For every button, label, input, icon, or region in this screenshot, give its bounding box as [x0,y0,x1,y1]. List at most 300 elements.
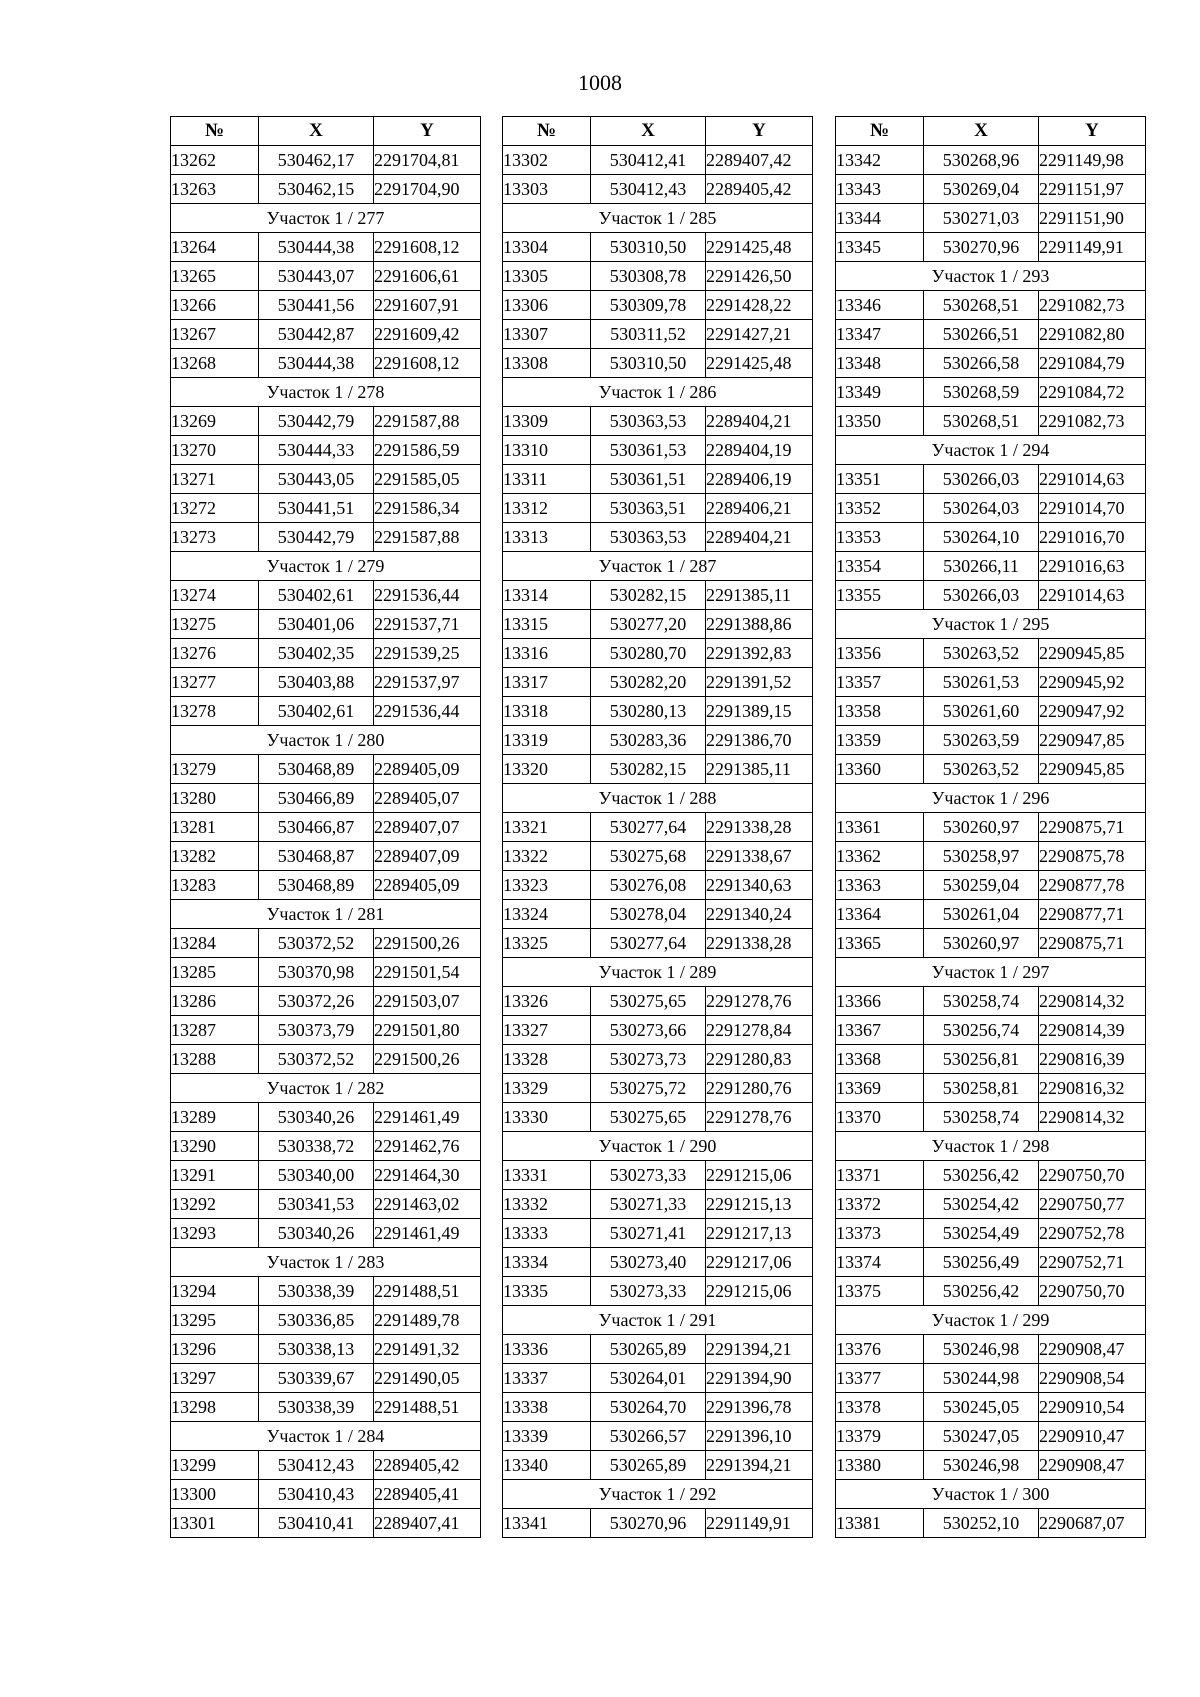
section-row [836,1132,1146,1161]
table-row [503,1190,813,1219]
table-row [836,233,1146,262]
y-coordinate-cell: 2291215,06 [706,1161,813,1190]
x-coordinate-cell: 530275,65 [591,987,706,1016]
y-coordinate-cell: 2291149,98 [1039,146,1146,175]
x-coordinate-cell: 530273,40 [591,1248,706,1277]
point-number-cell: 13265 [171,262,259,291]
point-number-cell: 13309 [503,407,591,436]
point-number-cell: 13315 [503,610,591,639]
section-title: Участок 1 / 287 [503,552,813,581]
point-number-cell: 13351 [836,465,924,494]
table-row [503,1451,813,1480]
y-coordinate-cell: 2291396,10 [706,1422,813,1451]
y-coordinate-cell: 2291391,52 [706,668,813,697]
table-row [503,1364,813,1393]
x-coordinate-cell: 530271,33 [591,1190,706,1219]
table-row [836,1451,1146,1480]
x-coordinate-cell: 530264,03 [924,494,1039,523]
table-row [836,581,1146,610]
table-row [503,1103,813,1132]
point-number-cell: 13323 [503,871,591,900]
table-row [836,349,1146,378]
point-number-cell: 13285 [171,958,259,987]
y-coordinate-cell: 2289405,07 [374,784,481,813]
table-row [503,349,813,378]
point-number-cell: 13357 [836,668,924,697]
table-row [836,291,1146,320]
header-x: X [924,117,1039,146]
table-row [503,639,813,668]
y-coordinate-cell: 2291215,13 [706,1190,813,1219]
x-coordinate-cell: 530402,61 [259,697,374,726]
table-row [503,291,813,320]
x-coordinate-cell: 530410,43 [259,1480,374,1509]
y-coordinate-cell: 2289406,19 [706,465,813,494]
x-coordinate-cell: 530412,43 [259,1451,374,1480]
point-number-cell: 13290 [171,1132,259,1161]
x-coordinate-cell: 530372,52 [259,929,374,958]
x-coordinate-cell: 530282,15 [591,755,706,784]
x-coordinate-cell: 530361,51 [591,465,706,494]
y-coordinate-cell: 2289404,19 [706,436,813,465]
y-coordinate-cell: 2291389,15 [706,697,813,726]
y-coordinate-cell: 2291082,80 [1039,320,1146,349]
x-coordinate-cell: 530282,15 [591,581,706,610]
section-title: Участок 1 / 279 [171,552,481,581]
x-coordinate-cell: 530361,53 [591,436,706,465]
section-title: Участок 1 / 281 [171,900,481,929]
table-row [836,1364,1146,1393]
y-coordinate-cell: 2290750,70 [1039,1277,1146,1306]
table-row [503,1393,813,1422]
y-coordinate-cell: 2291607,91 [374,291,481,320]
table-row [171,784,481,813]
table-row [836,320,1146,349]
y-coordinate-cell: 2290752,71 [1039,1248,1146,1277]
table-row [836,175,1146,204]
section-row [171,378,481,407]
y-coordinate-cell: 2291537,71 [374,610,481,639]
x-coordinate-cell: 530266,51 [924,320,1039,349]
x-coordinate-cell: 530261,53 [924,668,1039,697]
table-row [836,697,1146,726]
point-number-cell: 13368 [836,1045,924,1074]
point-number-cell: 13277 [171,668,259,697]
x-coordinate-cell: 530402,35 [259,639,374,668]
point-number-cell: 13280 [171,784,259,813]
table-row [171,958,481,987]
point-number-cell: 13341 [503,1509,591,1538]
y-coordinate-cell: 2291016,70 [1039,523,1146,552]
section-row [836,610,1146,639]
x-coordinate-cell: 530264,01 [591,1364,706,1393]
y-coordinate-cell: 2290875,78 [1039,842,1146,871]
table-header-row [836,117,1146,146]
table-row [171,262,481,291]
x-coordinate-cell: 530258,81 [924,1074,1039,1103]
table-row [503,813,813,842]
section-row [171,900,481,929]
point-number-cell: 13358 [836,697,924,726]
table-row [171,1480,481,1509]
section-title: Участок 1 / 299 [836,1306,1146,1335]
table-row [503,900,813,929]
y-coordinate-cell: 2290945,85 [1039,639,1146,668]
x-coordinate-cell: 530256,74 [924,1016,1039,1045]
y-coordinate-cell: 2290910,54 [1039,1393,1146,1422]
x-coordinate-cell: 530263,52 [924,639,1039,668]
x-coordinate-cell: 530246,98 [924,1451,1039,1480]
y-coordinate-cell: 2291385,11 [706,581,813,610]
point-number-cell: 13312 [503,494,591,523]
x-coordinate-cell: 530261,60 [924,697,1039,726]
table-row [503,668,813,697]
point-number-cell: 13297 [171,1364,259,1393]
y-coordinate-cell: 2291278,84 [706,1016,813,1045]
y-coordinate-cell: 2291490,05 [374,1364,481,1393]
table-row [503,726,813,755]
header-number: № [836,117,924,146]
point-number-cell: 13340 [503,1451,591,1480]
x-coordinate-cell: 530338,39 [259,1277,374,1306]
table-row [503,262,813,291]
point-number-cell: 13292 [171,1190,259,1219]
point-number-cell: 13296 [171,1335,259,1364]
y-coordinate-cell: 2291501,80 [374,1016,481,1045]
table-row [171,1277,481,1306]
x-coordinate-cell: 530246,98 [924,1335,1039,1364]
point-number-cell: 13325 [503,929,591,958]
table-row [503,1219,813,1248]
point-number-cell: 13330 [503,1103,591,1132]
y-coordinate-cell: 2291338,28 [706,813,813,842]
point-number-cell: 13295 [171,1306,259,1335]
x-coordinate-cell: 530264,10 [924,523,1039,552]
x-coordinate-cell: 530412,41 [591,146,706,175]
y-coordinate-cell: 2290877,71 [1039,900,1146,929]
table-row [503,1016,813,1045]
x-coordinate-cell: 530372,26 [259,987,374,1016]
x-coordinate-cell: 530441,51 [259,494,374,523]
table-row [836,1335,1146,1364]
section-row [171,552,481,581]
point-number-cell: 13279 [171,755,259,784]
y-coordinate-cell: 2289406,21 [706,494,813,523]
point-number-cell: 13308 [503,349,591,378]
section-title: Участок 1 / 298 [836,1132,1146,1161]
y-coordinate-cell: 2291488,51 [374,1277,481,1306]
y-coordinate-cell: 2291488,51 [374,1393,481,1422]
x-coordinate-cell: 530309,78 [591,291,706,320]
table-row [836,726,1146,755]
x-coordinate-cell: 530263,52 [924,755,1039,784]
y-coordinate-cell: 2291280,83 [706,1045,813,1074]
point-number-cell: 13361 [836,813,924,842]
table-row [171,349,481,378]
y-coordinate-cell: 2291014,63 [1039,465,1146,494]
y-coordinate-cell: 2291217,13 [706,1219,813,1248]
table-row [503,465,813,494]
y-coordinate-cell: 2291608,12 [374,233,481,262]
x-coordinate-cell: 530258,74 [924,1103,1039,1132]
point-number-cell: 13287 [171,1016,259,1045]
y-coordinate-cell: 2290816,32 [1039,1074,1146,1103]
section-row [836,784,1146,813]
table-row [836,1103,1146,1132]
y-coordinate-cell: 2289405,42 [374,1451,481,1480]
point-number-cell: 13318 [503,697,591,726]
point-number-cell: 13310 [503,436,591,465]
y-coordinate-cell: 2291014,70 [1039,494,1146,523]
point-number-cell: 13352 [836,494,924,523]
table-row [836,407,1146,436]
point-number-cell: 13327 [503,1016,591,1045]
point-number-cell: 13329 [503,1074,591,1103]
point-number-cell: 13332 [503,1190,591,1219]
y-coordinate-cell: 2291392,83 [706,639,813,668]
section-row [171,1422,481,1451]
point-number-cell: 13274 [171,581,259,610]
y-coordinate-cell: 2291016,63 [1039,552,1146,581]
point-number-cell: 13337 [503,1364,591,1393]
point-number-cell: 13311 [503,465,591,494]
point-number-cell: 13326 [503,987,591,1016]
x-coordinate-cell: 530261,04 [924,900,1039,929]
x-coordinate-cell: 530340,26 [259,1103,374,1132]
y-coordinate-cell: 2291536,44 [374,581,481,610]
point-number-cell: 13374 [836,1248,924,1277]
point-number-cell: 13328 [503,1045,591,1074]
x-coordinate-cell: 530277,64 [591,929,706,958]
table-row [503,871,813,900]
section-row [171,726,481,755]
point-number-cell: 13336 [503,1335,591,1364]
x-coordinate-cell: 530276,08 [591,871,706,900]
table-row [503,146,813,175]
table-row [836,842,1146,871]
coordinates-table-3 [835,116,1146,1538]
point-number-cell: 13300 [171,1480,259,1509]
table-row [836,929,1146,958]
x-coordinate-cell: 530283,36 [591,726,706,755]
point-number-cell: 13379 [836,1422,924,1451]
y-coordinate-cell: 2291461,49 [374,1103,481,1132]
x-coordinate-cell: 530264,70 [591,1393,706,1422]
point-number-cell: 13321 [503,813,591,842]
table-row [171,1161,481,1190]
section-title: Участок 1 / 285 [503,204,813,233]
table-row [503,1248,813,1277]
y-coordinate-cell: 2290816,39 [1039,1045,1146,1074]
point-number-cell: 13362 [836,842,924,871]
point-number-cell: 13294 [171,1277,259,1306]
y-coordinate-cell: 2291338,67 [706,842,813,871]
y-coordinate-cell: 2289405,41 [374,1480,481,1509]
y-coordinate-cell: 2290814,32 [1039,987,1146,1016]
x-coordinate-cell: 530271,03 [924,204,1039,233]
table-row [171,523,481,552]
section-title: Участок 1 / 296 [836,784,1146,813]
x-coordinate-cell: 530266,03 [924,581,1039,610]
x-coordinate-cell: 530308,78 [591,262,706,291]
point-number-cell: 13291 [171,1161,259,1190]
y-coordinate-cell: 2291338,28 [706,929,813,958]
point-number-cell: 13338 [503,1393,591,1422]
point-number-cell: 13271 [171,465,259,494]
section-title: Участок 1 / 286 [503,378,813,407]
x-coordinate-cell: 530244,98 [924,1364,1039,1393]
header-x: X [259,117,374,146]
point-number-cell: 13268 [171,349,259,378]
x-coordinate-cell: 530340,00 [259,1161,374,1190]
x-coordinate-cell: 530268,59 [924,378,1039,407]
table-row [503,175,813,204]
y-coordinate-cell: 2291606,61 [374,262,481,291]
table-row [503,581,813,610]
x-coordinate-cell: 530310,50 [591,233,706,262]
y-coordinate-cell: 2291462,76 [374,1132,481,1161]
table-row [171,407,481,436]
table-row [171,1306,481,1335]
y-coordinate-cell: 2290875,71 [1039,813,1146,842]
table-row [503,697,813,726]
x-coordinate-cell: 530256,42 [924,1277,1039,1306]
point-number-cell: 13313 [503,523,591,552]
y-coordinate-cell: 2290814,32 [1039,1103,1146,1132]
section-row [836,436,1146,465]
table-row [171,494,481,523]
table-row [171,1132,481,1161]
y-coordinate-cell: 2291704,81 [374,146,481,175]
table-row [171,1335,481,1364]
point-number-cell: 13267 [171,320,259,349]
y-coordinate-cell: 2290687,07 [1039,1509,1146,1538]
table-row [171,581,481,610]
y-coordinate-cell: 2291385,11 [706,755,813,784]
table-row [836,900,1146,929]
point-number-cell: 13353 [836,523,924,552]
x-coordinate-cell: 530466,89 [259,784,374,813]
point-number-cell: 13333 [503,1219,591,1248]
section-title: Участок 1 / 282 [171,1074,481,1103]
section-title: Участок 1 / 277 [171,204,481,233]
section-title: Участок 1 / 283 [171,1248,481,1277]
table-row [171,610,481,639]
x-coordinate-cell: 530273,73 [591,1045,706,1074]
table-row [503,436,813,465]
point-number-cell: 13377 [836,1364,924,1393]
x-coordinate-cell: 530277,64 [591,813,706,842]
table-row [836,378,1146,407]
point-number-cell: 13314 [503,581,591,610]
point-number-cell: 13367 [836,1016,924,1045]
y-coordinate-cell: 2291537,97 [374,668,481,697]
point-number-cell: 13344 [836,204,924,233]
point-number-cell: 13355 [836,581,924,610]
x-coordinate-cell: 530363,51 [591,494,706,523]
point-number-cell: 13269 [171,407,259,436]
x-coordinate-cell: 530372,52 [259,1045,374,1074]
x-coordinate-cell: 530412,43 [591,175,706,204]
section-row [503,378,813,407]
point-number-cell: 13378 [836,1393,924,1422]
point-number-cell: 13334 [503,1248,591,1277]
x-coordinate-cell: 530443,07 [259,262,374,291]
section-title: Участок 1 / 290 [503,1132,813,1161]
y-coordinate-cell: 2291463,02 [374,1190,481,1219]
point-number-cell: 13346 [836,291,924,320]
x-coordinate-cell: 530373,79 [259,1016,374,1045]
y-coordinate-cell: 2291215,06 [706,1277,813,1306]
point-number-cell: 13272 [171,494,259,523]
y-coordinate-cell: 2291704,90 [374,175,481,204]
point-number-cell: 13266 [171,291,259,320]
point-number-cell: 13365 [836,929,924,958]
section-title: Участок 1 / 300 [836,1480,1146,1509]
point-number-cell: 13364 [836,900,924,929]
y-coordinate-cell: 2291539,25 [374,639,481,668]
x-coordinate-cell: 530370,98 [259,958,374,987]
table-row [503,523,813,552]
x-coordinate-cell: 530265,89 [591,1335,706,1364]
y-coordinate-cell: 2291608,12 [374,349,481,378]
x-coordinate-cell: 530256,49 [924,1248,1039,1277]
y-coordinate-cell: 2291587,88 [374,407,481,436]
section-row [171,1248,481,1277]
x-coordinate-cell: 530468,87 [259,842,374,871]
x-coordinate-cell: 530468,89 [259,871,374,900]
x-coordinate-cell: 530245,05 [924,1393,1039,1422]
section-row [836,958,1146,987]
point-number-cell: 13275 [171,610,259,639]
y-coordinate-cell: 2289405,09 [374,871,481,900]
table-row [171,1364,481,1393]
x-coordinate-cell: 530403,88 [259,668,374,697]
header-x: X [591,117,706,146]
point-number-cell: 13276 [171,639,259,668]
point-number-cell: 13359 [836,726,924,755]
table-row [171,842,481,871]
point-number-cell: 13356 [836,639,924,668]
table-row [503,494,813,523]
x-coordinate-cell: 530441,56 [259,291,374,320]
y-coordinate-cell: 2290908,47 [1039,1451,1146,1480]
y-coordinate-cell: 2291394,90 [706,1364,813,1393]
y-coordinate-cell: 2291280,76 [706,1074,813,1103]
y-coordinate-cell: 2290875,71 [1039,929,1146,958]
y-coordinate-cell: 2291425,48 [706,233,813,262]
y-coordinate-cell: 2291388,86 [706,610,813,639]
x-coordinate-cell: 530256,81 [924,1045,1039,1074]
x-coordinate-cell: 530256,42 [924,1161,1039,1190]
table-row [836,755,1146,784]
point-number-cell: 13324 [503,900,591,929]
point-number-cell: 13262 [171,146,259,175]
point-number-cell: 13289 [171,1103,259,1132]
x-coordinate-cell: 530275,68 [591,842,706,871]
table-row [836,987,1146,1016]
y-coordinate-cell: 2291340,24 [706,900,813,929]
x-coordinate-cell: 530339,67 [259,1364,374,1393]
table-row [836,639,1146,668]
point-number-cell: 13284 [171,929,259,958]
section-row [503,1306,813,1335]
table-row [171,1219,481,1248]
x-coordinate-cell: 530444,33 [259,436,374,465]
table-row [171,1393,481,1422]
table-row [171,668,481,697]
point-number-cell: 13375 [836,1277,924,1306]
